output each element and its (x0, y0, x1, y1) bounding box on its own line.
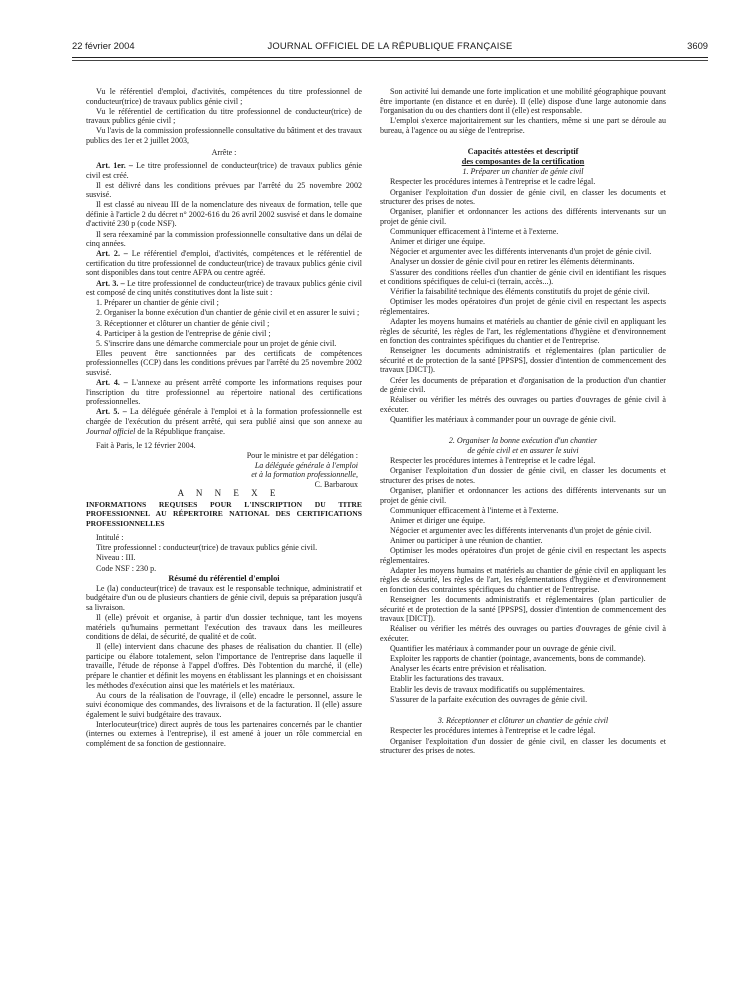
titre-professionnel: Titre professionnel : conducteur(trice) de travaux publics génie civil. (96, 543, 318, 553)
resume-paragraph: Le (la) conducteur(trice) de travaux est le responsable technique, administratif et budgétaire d'un ou de plusieurs chantiers de génie civil, depuis sa préparation jusqu'à sa livraison. (86, 583, 362, 612)
section-2-title: de génie civil et en assurer le suivi (467, 446, 579, 455)
capacites-heading-line: Capacités attestées et descriptif (467, 147, 579, 157)
unit-item: 4. Participer à la gestion de l'entreprise de génie civil ; (96, 328, 271, 338)
capacity-item: Réaliser ou vérifier les métrés des ouvrages ou parties d'ouvrages de génie civil à exécuter. (380, 624, 666, 643)
resume-paragraph: Interlocuteur(trice) direct auprès de tous les partenaires concernés par le chantier (internes ou externes à l'entreprise), il est amené à jouer un rôle commercial en complément de sa fonction de gestionnaire. (86, 719, 362, 748)
capacity-item: Communiquer efficacement à l'interne et à l'externe. (390, 226, 559, 236)
capacity-item: Etablir les devis de travaux modificatifs ou supplémentaires. (390, 684, 585, 694)
capacity-item: Animer et diriger une équipe. (390, 237, 485, 247)
fait-a-paris: Fait à Paris, le 12 février 2004. (96, 441, 196, 451)
info-requises-heading: INFORMATIONS REQUISES POUR L'INSCRIPTION DU TITRE PROFESSIONNEL AU RÉPERTOIRE NATIONAL DES CERTIFICATIONS PROFESSIONNELLES (86, 499, 362, 528)
section-3-title: 3. Réceptionner et clôturer un chantier de génie civil (437, 716, 609, 726)
article-text: L'annexe au présent arrêté comporte les informations requises pour l'inscription du titre professionnel au répertoire national des certifications professionnelles. (86, 378, 362, 407)
capacity-item: Organiser l'exploitation d'un dossier de génie civil, en classer les documents et structurer des prises de notes. (380, 736, 666, 756)
capacity-item: Négocier et argumenter avec les différents intervenants d'un projet de génie civil. (390, 247, 652, 257)
article-label: Art. 3. – (96, 278, 125, 288)
signature-line: Pour le ministre et par délégation : (246, 451, 358, 461)
page-header (72, 40, 708, 54)
section-2-title: 2. Organiser la bonne exécution d'un chantier (448, 436, 598, 446)
capacity-item: Renseigner les documents administratifs et réglementaires (plan particulier de sécurité et de protection de la santé [PPSPS], dossier d'intention de commencement des travaux [DICT]). (380, 595, 666, 624)
capacity-item: Exploiter les rapports de chantier (pointage, avancements, bons de commande). (390, 654, 646, 664)
capacity-item: Respecter les procédures internes à l'entreprise et le cadre légal. (390, 726, 596, 736)
capacity-item: Quantifier les matériaux à commander pour un ouvrage de génie civil. (390, 414, 616, 424)
article-text: Le titre professionnel de conducteur(trice) de travaux publics génie civil est composé de cinq unités constitutives dont la liste suit : (86, 278, 362, 298)
header-rule-thin (72, 60, 708, 61)
resume-paragraph: Au cours de la réalisation de l'ouvrage, il (elle) encadre le personnel, assure le suivi économique des commandes, des livraisons et de la facturation. Il (elle) assure également le suivi budgétaire des travaux. (86, 690, 362, 719)
capacity-item: Animer ou participer à une réunion de chantier. (390, 536, 543, 546)
visa-referentiel-emploi: Vu le référentiel d'emploi, d'activités, compétences du titre professionnel de conducteur(trice) de travaux publics génie civil ; (86, 87, 362, 106)
capacity-item: Négocier et argumenter avec les différents intervenants d'un projet de génie civil. (390, 525, 652, 535)
capacity-item: Optimiser les modes opératoires d'un projet de génie civil en respectant les aspects réglementaires. (380, 297, 666, 316)
capacity-item: Renseigner les documents administratifs et réglementaires (plan particulier de sécurité et de protection de la santé [PPSPS], dossier d'intention de commencement des travaux [DICT]). (380, 346, 666, 375)
signatory-name: C. Barbaroux (314, 479, 358, 489)
section-3-list (380, 726, 666, 755)
resume-paragraph: Il (elle) intervient dans chacune des phases de réalisation du chantier. Il (elle) participe ou élabore totalement, selon l'importance de l'entreprise dans laquelle il travaille, l'étude de réponse à l'appel d'offres. Dès l'obtention du marché, il (elle) prépare le chantier et définit les moyens en établissant les plannings et en choisissant les méthodes d'exécution ainsi que les matériels et les matériaux. (86, 642, 362, 690)
capacity-item: Organiser, planifier et ordonnancer les actions des différents intervenants sur un projet de génie civil. (380, 207, 666, 226)
annexe-title: A N N E X E (177, 488, 281, 499)
article-text: de la République française. (135, 426, 225, 436)
intitule-label: Intitulé : (96, 533, 124, 543)
article-4 (86, 378, 362, 407)
header-date: 22 février 2004 (72, 40, 135, 51)
article-label: Art. 1er. – (96, 161, 133, 171)
signature-line: et à la formation professionnelle, (251, 470, 358, 480)
capacity-item: Analyser les écarts entre prévision et réalisation. (390, 664, 547, 674)
article-text: Le titre professionnel de conducteur(trice) de travaux publics génie civil est créé. (86, 161, 362, 180)
capacity-item: Organiser l'exploitation d'un dossier de génie civil, en classer les documents et structurer des prises de notes. (380, 466, 666, 485)
capacites-heading-line: des composantes de la certification (461, 157, 585, 167)
journal-officiel-ref: Journal officiel (86, 426, 136, 436)
article-text: Le référentiel d'emploi, d'activités, compétences et le référentiel de certification du titre professionnel de conducteur(trice) de travaux publics génie civil sont disponibles dans tout centre AFPA ou centre agréé. (86, 249, 362, 278)
paragraph-ccp: Elles peuvent être sanctionnées par des certificats de compétences professionnelles (CCP) dans les conditions prévues par l'arrêté du 25 novembre 2002 susvisé. (86, 348, 362, 378)
capacity-item: Respecter les procédures internes à l'entreprise et le cadre légal. (390, 177, 596, 187)
article-2 (86, 249, 362, 278)
section-1-title: 1. Préparer un chantier de génie civil (462, 167, 584, 177)
capacity-item: S'assurer de la parfaite exécution des ouvrages de génie civil. (390, 694, 588, 704)
article-label: Art. 2. – (96, 249, 128, 259)
header-rule-thick (72, 57, 708, 58)
right-column (380, 87, 666, 966)
capacity-item: S'assurer des conditions réelles d'un chantier de génie civil en identifiant les risques et conditions spécifiques de celui-ci (terrain, accès...). (380, 267, 666, 287)
paragraph-delivre: Il est délivré dans les conditions prévues par l'arrêté du 25 novembre 2002 susvisé. (86, 180, 362, 200)
resume-title: Résumé du référentiel d'emploi (168, 573, 280, 583)
paragraph-classe: Il est classé au niveau III de la nomenclature des niveaux de formation, telle que définie à l'article 2 du décret n° 2002-616 du 26 avril 2002 susvisé et dans le domaine d'activité 230 p (code NSF). (86, 200, 362, 229)
page-number: 3609 (687, 40, 708, 51)
capacity-item: Optimiser les modes opératoires d'un projet de génie civil en respectant les aspects réglementaires. (380, 546, 666, 565)
capacity-item: Analyser un dossier de génie civil pour en retirer les éléments déterminants. (390, 257, 635, 267)
capacity-item: Adapter les moyens humains et matériels au chantier de génie civil en appliquant les règles de sécurité, les règles de l'art, les réglementations d'hygiène et d'environnement en fonction des contraintes spécifiques du chantier et de l'entreprise. (380, 565, 666, 594)
activite-paragraph: L'emploi s'exerce majoritairement sur les chantiers, même si une part se déroule au bureau, à l'agence ou au siège de l'entreprise. (380, 116, 666, 135)
capacity-item: Organiser, planifier et ordonnancer les actions des différents intervenants sur un projet de génie civil. (380, 485, 666, 505)
capacity-item: Créer les documents de préparation et d'organisation de la production d'un chantier de génie civil. (380, 375, 666, 395)
unit-item: 1. Préparer un chantier de génie civil ; (96, 298, 219, 308)
unit-item: 3. Réceptionner et clôturer un chantier de génie civil ; (96, 318, 270, 328)
article-label: Art. 4. – (96, 378, 128, 388)
capacity-item: Réaliser ou vérifier les métrés des ouvrages ou parties d'ouvrages de génie civil à exécuter. (380, 395, 666, 414)
capacity-item: Communiquer efficacement à l'interne et à l'externe. (390, 505, 559, 515)
capacity-item: Vérifier la faisabilité technique des éléments constitutifs du projet de génie civil. (390, 287, 650, 297)
article-5 (86, 407, 362, 436)
capacity-item: Quantifier les matériaux à commander pour un ouvrage de génie civil. (390, 644, 616, 654)
activite-paragraph: Son activité lui demande une forte implication et une mobilité géographique pouvant être importante (en distance et en durée). Il (elle) dispose d'une large autonomie dans l'organisation du ou des chantiers dont il (elle) est responsable. (380, 87, 666, 116)
capacity-item: Etablir les facturations des travaux. (390, 674, 504, 684)
niveau: Niveau : III. (96, 553, 136, 563)
visa-referentiel-certification: Vu le référentiel de certification du titre professionnel de conducteur(trice) de travaux publics génie civil ; (86, 106, 362, 126)
section-1-list (380, 177, 666, 424)
journal-title: JOURNAL OFFICIEL DE LA RÉPUBLIQUE FRANÇAISE (267, 40, 513, 51)
unit-item: 5. S'inscrire dans une démarche commerciale pour un projet de génie civil. (96, 338, 337, 348)
unit-item: 2. Organiser la bonne exécution d'un chantier de génie civil et en assurer le suivi ; (96, 308, 360, 318)
capacity-item: Adapter les moyens humains et matériels au chantier de génie civil en appliquant les règles de sécurité, les règles de l'art, les réglementations d'hygiène et d'environnement en fonction des contraintes spécifiques du chantier et de l'entreprise. (380, 317, 666, 346)
resume-paragraph: Il (elle) prévoit et organise, à partir d'un dossier technique, tant les moyens matériels qu'humains permettant l'exécution des travaux dans les meilleures conditions de délai, de sécurité, de qualité et de coût. (86, 613, 362, 642)
signature-line: La déléguée générale à l'emploi (254, 460, 358, 470)
article-label: Art. 5. – (96, 407, 127, 417)
article-text: La déléguée générale à l'emploi et à la formation professionnelle est chargée de l'exécution du présent arrêté, qui sera publié ainsi que son annexe au (86, 407, 362, 426)
article-1 (86, 161, 362, 180)
visa-avis-commission: Vu l'avis de la commission professionnelle consultative du bâtiment et des travaux publics des 1er et 2 juillet 2003, (86, 126, 362, 145)
paragraph-reexamine: Il sera réexaminé par la commission professionnelle consultative dans un délai de cinq années. (86, 229, 362, 249)
capacites-heading (380, 147, 666, 167)
article-3 (86, 279, 362, 298)
section-2-list (380, 456, 666, 704)
capacity-item: Respecter les procédures internes à l'entreprise et le cadre légal. (390, 456, 596, 466)
code-nsf: Code NSF : 230 p. (96, 563, 157, 573)
capacity-item: Organiser l'exploitation d'un dossier de génie civil, en classer les documents et structurer des prises de notes. (380, 187, 666, 207)
capacity-item: Animer et diriger une équipe. (390, 515, 485, 525)
arrete-heading: Arrête : (211, 148, 237, 158)
left-column (86, 87, 362, 966)
